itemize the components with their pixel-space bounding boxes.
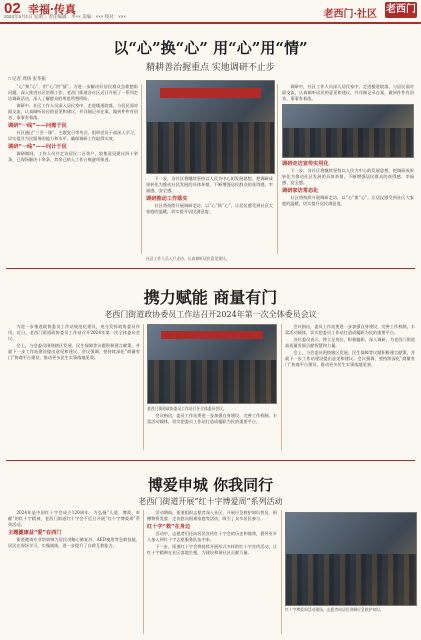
- paragraph: “心”换“心”，用“心”用“情”。为进一步解决好居民群众急难愁盼问题，深入推进社区治理工作，老西门街道各社区近日开展了一系列走访调研活动，深入了解群众的所思所想所盼。: [8, 84, 138, 101]
- section-subtitle: 调研家访常态化: [282, 188, 319, 194]
- article2-photo: [147, 324, 277, 404]
- photo-people: [147, 122, 274, 173]
- paragraph: 调研中，社区工作人员深入居民家中、走进楼道院落，与居民面对面交流，认真倾听居民的意见和建议，并详细记录在案，做到件件有回音、事事有着落。: [282, 84, 414, 101]
- column-divider: [281, 324, 282, 450]
- paragraph: 会议指出，委员工作站要进一步加强自身建设，完善工作机制，丰富活动载体，切实把委员工作站打造成履职为民的重要平台。: [147, 413, 277, 424]
- article3-subhead: 老西门街道开展“红十字博爱周”系列活动: [138, 497, 283, 506]
- column-divider: [277, 84, 278, 254]
- paragraph: 各位委员表示，将立足岗位，积极履职，深入调研，为老西门街道高质量发展贡献智慧和力量。: [285, 337, 415, 348]
- section-subtitle: 调研推动工作落实: [146, 196, 188, 202]
- paper-name: 老西门·社区: [323, 9, 377, 20]
- article3-col1: [8, 510, 140, 636]
- article2-col1: [8, 324, 140, 452]
- photo-caption: 老西门街道政协委员工作站召开全体委员会议。: [147, 406, 227, 411]
- paragraph: 社区将持续开展调研走访，以“心”换“心”，让居民感受到社区大家庭的温暖，切实提升居民满意度。: [146, 203, 273, 214]
- section-subtitle: 调研“一线”——问计于民: [8, 144, 67, 150]
- article2-col2: [147, 324, 277, 452]
- article2-headline: 携力赋能 商量有门: [143, 288, 278, 307]
- section-subtitle: 主题健康益“爱”在西门: [8, 530, 62, 536]
- section-subtitle: 红十字“救”在身边: [147, 524, 191, 530]
- article2-subhead: 老西门街道政协委员工作站召开2024年第一次全体委员会议: [104, 310, 317, 319]
- article1-photo-caption: 社区工作人员入户走访，认真倾听居民意见建议。: [146, 256, 230, 261]
- photo-people: [286, 554, 416, 605]
- article2-col3: [285, 324, 415, 452]
- photo-banner: [161, 331, 263, 339]
- paragraph: 调研期间，工作人员共走访居民二百余户，收集意见建议四十余条，已现场解决十余条，其余已纳入工作台账逐项推进。: [8, 151, 138, 162]
- section-rule: [6, 268, 415, 269]
- paragraph: 下一步，各社区将继续坚持以人民为中心的发展思想，把调研成果转化为推动社区发展的具体举措，不断增强居民群众的获得感、幸福感、安全感。: [282, 168, 414, 185]
- date-line: 2024年5月1日 星期三 责任编辑：李×× 美编：××× 校对：×××: [4, 14, 127, 19]
- paragraph: 会议指出，委员工作站要进一步加强自身建设，完善工作机制，丰富活动载体，切实把委员工作站打造成履职为民的重要平台。: [285, 324, 415, 335]
- article3-col2: [147, 510, 277, 636]
- article1-col2: [146, 176, 273, 254]
- article1-headline: 以“心”换“心” 用“心”用“情”: [113, 39, 308, 57]
- article3-photo-caption: 红十字博爱周活动现场，志愿者向居民讲解应急救护知识。: [285, 607, 384, 612]
- paragraph: 社区将持续开展调研走访，以“心”换“心”，让居民感受到社区大家庭的温暖，切实提升居民满意度。: [282, 195, 414, 206]
- photo-banner: [160, 88, 262, 97]
- article3-photo: [285, 512, 417, 606]
- paragraph: 下一步，各社区将继续坚持以人民为中心的发展思想，把调研成果转化为推动社区发展的具体举措，不断增强居民群众的获得感、幸福感、安全感。: [146, 176, 273, 193]
- paper-logo: 老西门: [385, 2, 417, 18]
- paragraph: 下一步，街道红十字会将持续开展形式多样的红十字宣传活动，让红十字精神在社区落地生根，为建设和谐社区贡献力量。: [147, 544, 277, 555]
- page-number: 02: [4, 0, 21, 17]
- article1-col3: [282, 84, 414, 254]
- section-rule: [6, 460, 415, 461]
- column-divider: [141, 84, 142, 254]
- photo-people: [283, 128, 413, 157]
- masthead: [0, 0, 421, 24]
- article1-byline: □ 记者 周扬 张华振: [8, 76, 46, 81]
- article3-headline: 博爱申城 你我同行: [147, 476, 274, 494]
- photo-people: [148, 360, 276, 403]
- paragraph: 会上，与会委员围绕辖区发展、民生保障等议题积极建言献策，并就下一步工作站建设提出意见和建议。会议强调，要持续深化“商量有门”协商平台建设，推动更多民生实事落地见效。: [8, 343, 140, 360]
- section-subtitle: 调研“一线”——问需于民: [8, 123, 67, 129]
- paragraph: 社区通过“三会一课”、主题党日等形式，组织党员干部深入学习，切实提升为民服务的能力和水平，确保调研工作取得实效。: [8, 130, 138, 141]
- article1-side-photo: [282, 104, 414, 158]
- paragraph: 活动期间，街道组织志愿者深入社区，开展应急救护知识普及、捐赠物资发放、走访慰问困难家庭等活动，吸引了众多居民参与。: [147, 510, 277, 521]
- article1-col1: [8, 84, 138, 254]
- column-divider: [281, 510, 282, 634]
- section-subtitle: 调研走访宣传实用化: [282, 161, 329, 167]
- article1-photo: [146, 80, 275, 174]
- article1-subhead: 精耕善治握重点 实地调研不止步: [146, 63, 275, 73]
- paragraph: 会上，与会委员围绕辖区发展、民生保障等议题积极建言献策，并就下一步工作站建设提出意见和建议。会议强调，要持续深化“商量有门”协商平台建设，推动更多民生实事落地见效。: [285, 350, 415, 367]
- paragraph: 街道邀请专业培训师为居民讲解心肺复苏、AED使用等急救技能，居民在现场学习、实操演练，进一步提升了自救互救能力。: [8, 537, 140, 548]
- section-title: 幸福·传真: [28, 3, 76, 16]
- paragraph: 调研中，社区工作人员深入居民家中、走进楼道院落，与居民面对面交流，认真倾听居民的意见和建议，并详细记录在案，做到件件有回音、事事有着落。: [8, 103, 138, 120]
- paragraph: 为进一步推进政协委员工作站规范化建设，充分发挥政协委员作用，近日，老西门街道政协委员工作站召开2024年第一次全体委员会议。: [8, 324, 140, 341]
- paragraph: 2024年是中国红十字会成立120周年，为弘扬“人道、博爱、奉献”的红十字精神，老西门街道红十字会于近日开展“红十字博爱周”系列活动。: [8, 510, 140, 527]
- paragraph: 活动中，志愿者们还向居民宣传红十字会的历史和使命，倡导更多人加入到红十字志愿服务队伍中来。: [147, 531, 277, 542]
- column-divider: [143, 510, 144, 634]
- column-divider: [143, 324, 144, 450]
